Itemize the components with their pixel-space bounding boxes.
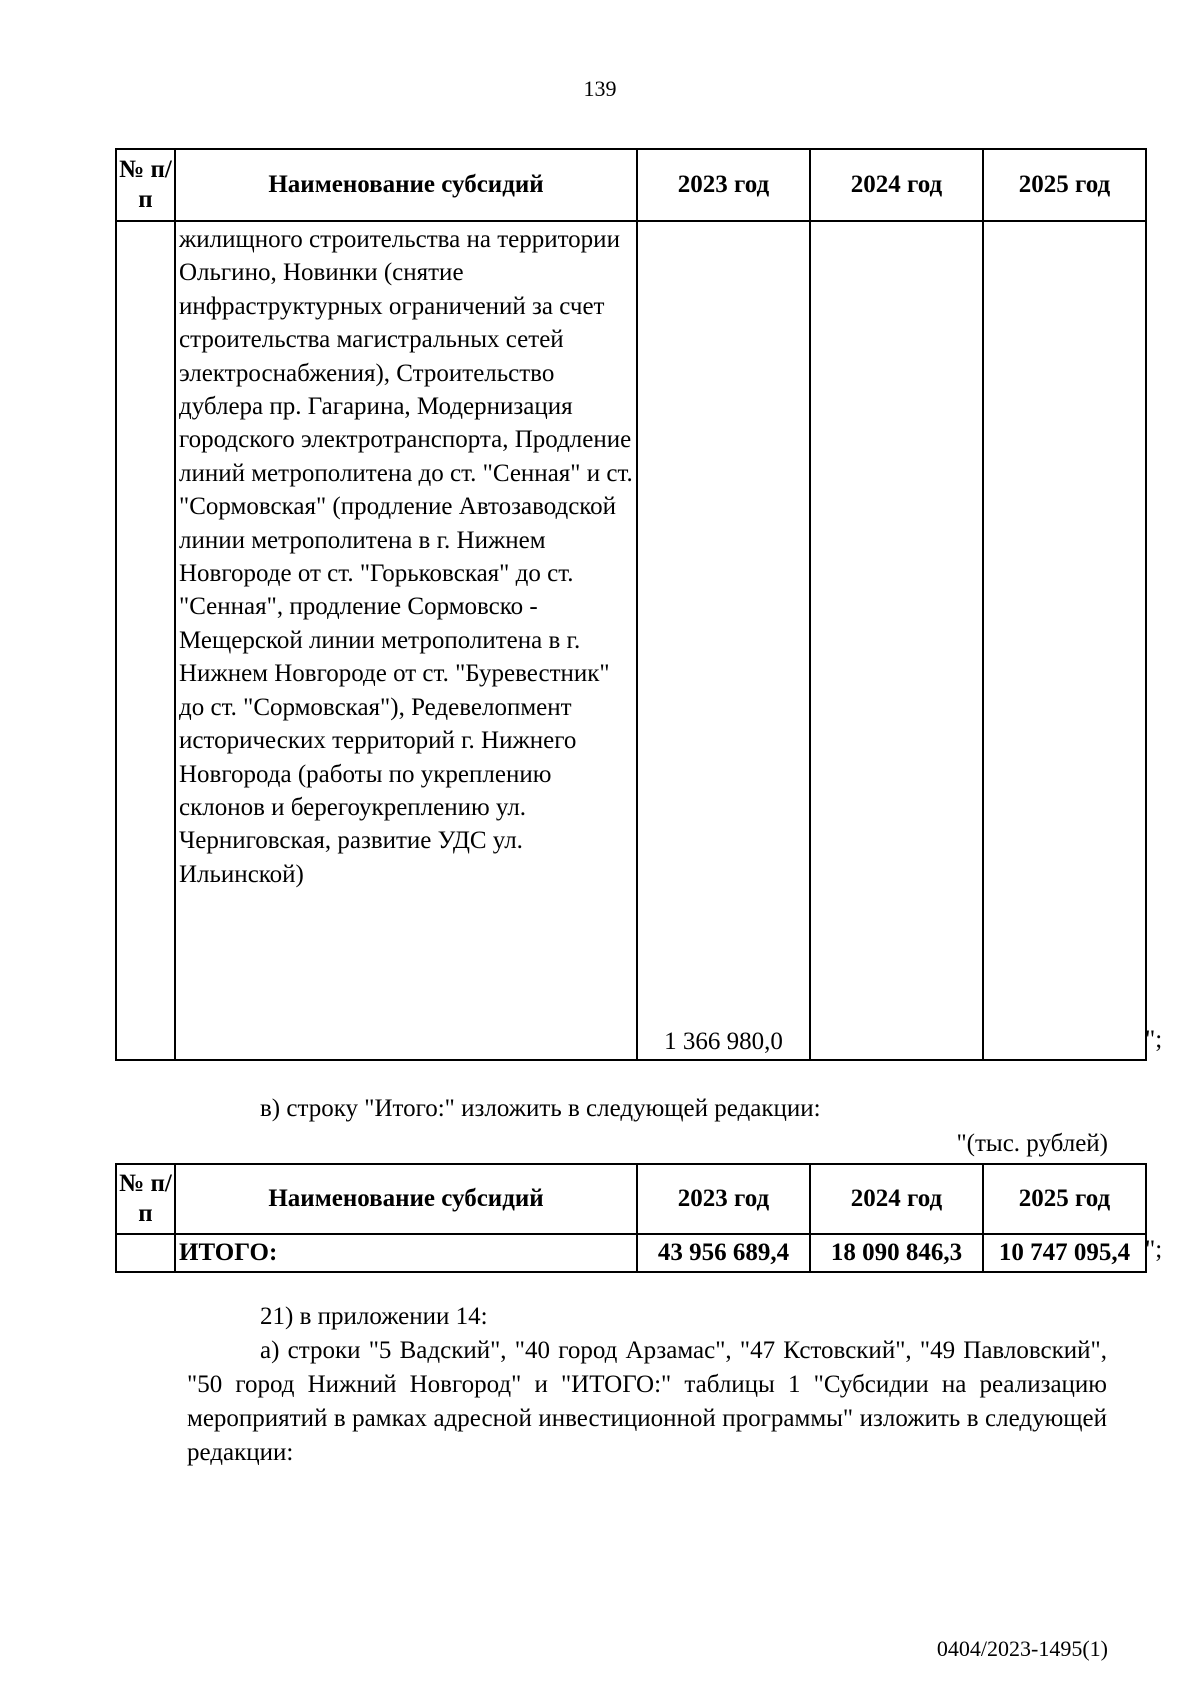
closing-quote-1: "; bbox=[1145, 1026, 1163, 1053]
header-num: № п/п bbox=[116, 149, 175, 221]
paragraph-v: в) строку "Итого:" изложить в следующей редакции: bbox=[260, 1095, 821, 1122]
document-code: 0404/2023-1495(1) bbox=[936, 1636, 1108, 1661]
table-row bbox=[116, 221, 1146, 1060]
total-table bbox=[115, 1163, 1147, 1273]
paragraph-a: а) строки "5 Вадский", "40 город Арзамас", "47 Кстовский", "49 Павловский", "50 город Нижний Новгород" и "ИТОГО:" таблицы 1 "Субсидии на реализацию мероприятий в рамках адресной инвестиционной программы" изложить в следующей редакции: bbox=[187, 1337, 1107, 1466]
total-2025: 10 747 095,4 bbox=[983, 1234, 1146, 1272]
paragraph-21: 21) в приложении 14: bbox=[260, 1303, 488, 1330]
value-2023: 1 366 980,0 bbox=[637, 221, 810, 1060]
header-2025: 2025 год bbox=[983, 1164, 1146, 1234]
table-header-row bbox=[116, 1164, 1146, 1234]
units-note: "(тыс. рублей) bbox=[956, 1130, 1108, 1157]
row-num bbox=[116, 221, 175, 1060]
header-2025: 2025 год bbox=[983, 149, 1146, 221]
subsidy-table-continued bbox=[115, 148, 1147, 1061]
total-label: ИТОГО: bbox=[175, 1234, 637, 1272]
header-num: № п/п bbox=[116, 1164, 175, 1234]
total-row bbox=[116, 1234, 1146, 1272]
total-2024: 18 090 846,3 bbox=[810, 1234, 983, 1272]
subsidy-name: жилищного строительства на территории Ольгино, Новинки (снятие инфраструктурных ограничений за счет строительства магистральных сетей электроснабжения), Строительство дублера пр. Гагарина, Модернизация городского электротранспорта, Продление линий метрополитена до ст. "Сенная" и ст. "Сормовская" (продление Автозаводской линии метрополитена в г. Нижнем Новгороде от ст. "Горьковская" до ст. "Сенная", продление Сормовско - Мещерской линии метрополитена в г. Нижнем Новгороде от ст. "Буревестник" до ст. "Сормовская"), Редевелопмент исторических территорий г. Нижнего Новгорода (работы по укреплению склонов и берегоукреплению ул. Черниговская, развитие УДС ул. Ильинской) bbox=[175, 221, 637, 1060]
page-number: 139 bbox=[583, 76, 617, 101]
header-2024: 2024 год bbox=[810, 149, 983, 221]
table-header-row bbox=[116, 149, 1146, 221]
header-name: Наименование субсидий bbox=[175, 149, 637, 221]
header-2023: 2023 год bbox=[637, 149, 810, 221]
total-num bbox=[116, 1234, 175, 1272]
total-2023: 43 956 689,4 bbox=[637, 1234, 810, 1272]
header-name: Наименование субсидий bbox=[175, 1164, 637, 1234]
value-2025 bbox=[983, 221, 1146, 1060]
header-2023: 2023 год bbox=[637, 1164, 810, 1234]
header-2024: 2024 год bbox=[810, 1164, 983, 1234]
value-2024 bbox=[810, 221, 983, 1060]
closing-quote-2: "; bbox=[1145, 1236, 1163, 1263]
